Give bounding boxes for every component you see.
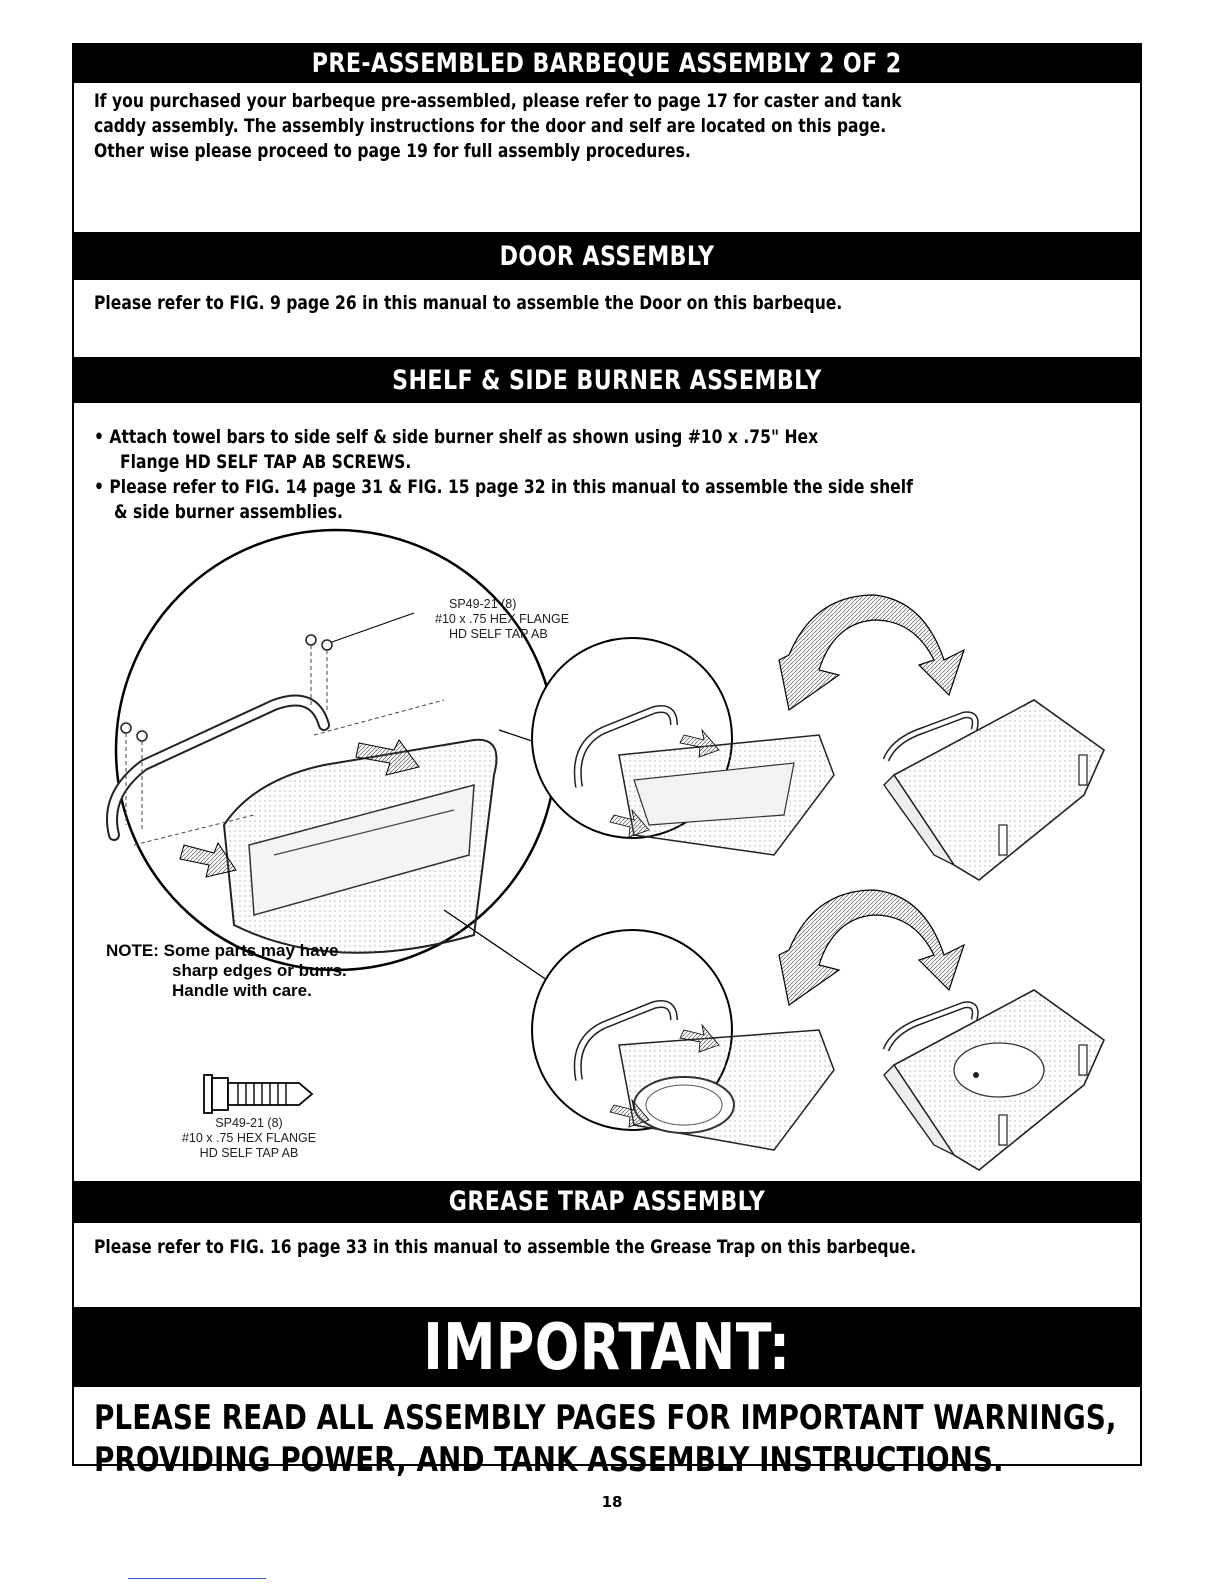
hex-flange-screw-icon [204, 1075, 312, 1113]
grease-text: Please refer to FIG. 16 page 33 in this manual to assemble the Grease Trap on this barbeque. [94, 1236, 917, 1258]
grease-title-bar [74, 1181, 1140, 1223]
safety-note [106, 941, 347, 1001]
screw-callout [419, 597, 589, 642]
preassembled-body [94, 89, 1120, 164]
shelf-body [94, 425, 1120, 525]
page-number: 18 [601, 1493, 623, 1511]
page-frame [72, 43, 1142, 1480]
screw-label-spec: #10 x .75 HEX FLANGE [181, 1131, 317, 1145]
screw-label [159, 1116, 339, 1161]
important-line-2: PROVIDING POWER, AND TANK ASSEMBLY INSTRUCTIONS. [94, 1440, 1004, 1480]
bullet-1-line-2: Flange HD SELF TAP AB SCREWS. [120, 451, 412, 473]
preassembled-title-bar [74, 45, 1140, 83]
bullet-1-line-1: • Attach towel bars to side self & side burner shelf as shown using #10 x .75" Hex [94, 426, 819, 448]
grease-title: GREASE TRAP ASSEMBLY [448, 1186, 766, 1217]
door-body [94, 291, 1120, 316]
important-line-1: PLEASE READ ALL ASSEMBLY PAGES FOR IMPORTANT WARNINGS, [94, 1398, 1117, 1438]
callout-type: HD SELF TAP AB [449, 627, 548, 641]
side-shelf-finished [884, 700, 1104, 880]
important-title-bar [74, 1309, 1140, 1387]
flip-arrow-icon [779, 890, 964, 1005]
side-burner-finished [884, 990, 1104, 1170]
note-line-3: Handle with care. [172, 981, 312, 1000]
callout-spec: #10 x .75 HEX FLANGE [435, 612, 570, 626]
scan-mark [128, 1578, 266, 1579]
preassembled-line-2: caddy assembly. The assembly instructions for the door and self are located on this page. [94, 115, 887, 137]
shelf-title: SHELF & SIDE BURNER ASSEMBLY [392, 365, 822, 396]
preassembled-line-3: Other wise please proceed to page 19 for full assembly procedures. [94, 140, 691, 162]
assembly-illustration [74, 525, 1140, 1187]
preassembled-line-1: If you purchased your barbeque pre-assembled, please refer to page 17 for caster and tank [94, 90, 902, 112]
door-title: DOOR ASSEMBLY [499, 241, 715, 272]
shelf-title-bar [74, 359, 1140, 403]
screw-label-type: HD SELF TAP AB [199, 1146, 299, 1160]
bullet-2-line-2: & side burner assemblies. [114, 501, 343, 523]
magnified-detail-circle [112, 530, 556, 970]
callout-part: SP49-21 (8) [449, 597, 517, 611]
flip-arrow-icon [779, 595, 964, 710]
door-text: Please refer to FIG. 9 page 26 in this manual to assemble the Door on this barbeque. [94, 292, 843, 314]
important-title: IMPORTANT: [423, 1311, 791, 1385]
grease-body [94, 1235, 1120, 1260]
preassembled-title: PRE-ASSEMBLED BARBEQUE ASSEMBLY 2 OF 2 [312, 48, 902, 79]
note-label: NOTE: [106, 941, 159, 960]
screw-label-part: SP49-21 (8) [215, 1116, 283, 1130]
door-title-bar [74, 234, 1140, 280]
note-line-2: sharp edges or burrs. [172, 961, 347, 980]
bullet-2-line-1: • Please refer to FIG. 14 page 31 & FIG. 15 page 32 in this manual to assemble the side shelf [94, 476, 913, 498]
note-line-1: Some parts may have [163, 941, 339, 960]
important-body [94, 1397, 1120, 1481]
